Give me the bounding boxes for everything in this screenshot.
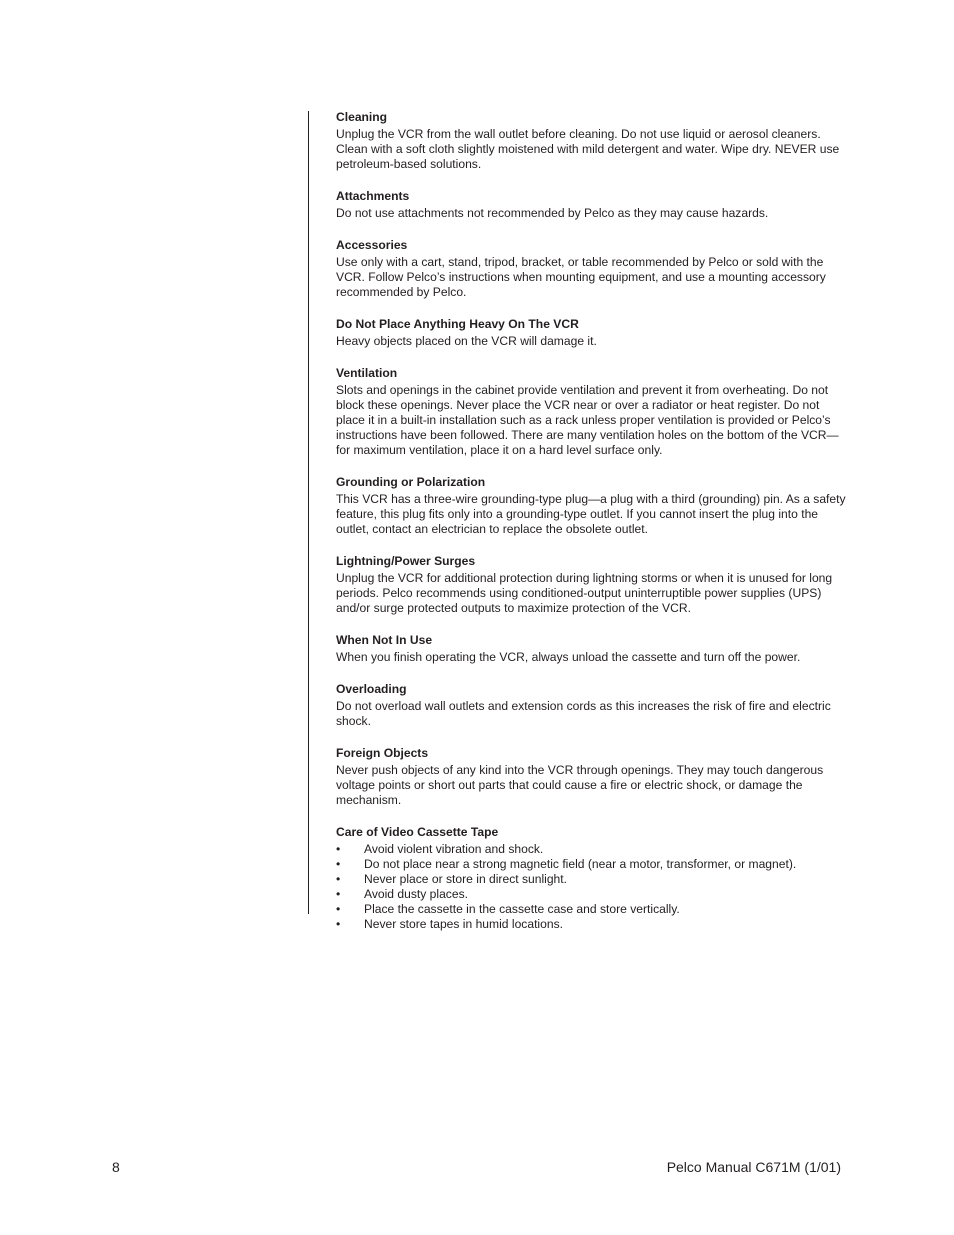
section-cleaning bbox=[336, 110, 848, 172]
list-item bbox=[336, 887, 848, 902]
bullet: • bbox=[336, 857, 341, 871]
safety-content bbox=[336, 110, 848, 949]
section-body: Do not use attachments not recommended by Pelco as they may cause hazards. bbox=[336, 206, 769, 220]
section-ventilation bbox=[336, 366, 848, 458]
bullet: • bbox=[336, 902, 341, 916]
bullet: • bbox=[336, 842, 341, 856]
list-item-text: Do not place near a strong magnetic field (near a motor, transformer, or magnet). bbox=[364, 857, 797, 871]
list-item bbox=[336, 842, 848, 857]
section-foreign-objects bbox=[336, 746, 848, 808]
list-item-text: Never store tapes in humid locations. bbox=[364, 917, 563, 931]
section-heading: Overloading bbox=[336, 682, 407, 696]
section-heading: Lightning/Power Surges bbox=[336, 554, 476, 568]
section-accessories bbox=[336, 238, 848, 300]
section-lightning bbox=[336, 554, 848, 616]
section-not-in-use bbox=[336, 633, 848, 665]
bullet: • bbox=[336, 887, 341, 901]
section-heading: Do Not Place Anything Heavy On The VCR bbox=[336, 317, 579, 331]
section-body: This VCR has a three-wire grounding-type plug—a plug with a third (grounding) pin. As a safety feature, this plug fits only into a grounding-type outlet. If you cannot insert the plug into the outlet, contact an electrician to replace the obsolete outlet. bbox=[336, 492, 846, 536]
section-attachments bbox=[336, 189, 848, 221]
list-item bbox=[336, 917, 848, 932]
list-item bbox=[336, 872, 848, 887]
list-item-text: Place the cassette in the cassette case and store vertically. bbox=[364, 902, 680, 916]
section-body: Heavy objects placed on the VCR will damage it. bbox=[336, 334, 597, 348]
section-heading: Foreign Objects bbox=[336, 746, 429, 760]
list-item-text: Avoid violent vibration and shock. bbox=[364, 842, 544, 856]
section-heading: Care of Video Cassette Tape bbox=[336, 825, 499, 839]
section-body: When you finish operating the VCR, always unload the cassette and turn off the power. bbox=[336, 650, 801, 664]
section-heading: Accessories bbox=[336, 238, 408, 252]
list-item bbox=[336, 857, 848, 872]
bullet: • bbox=[336, 917, 341, 931]
list-item-text: Avoid dusty places. bbox=[364, 887, 468, 901]
manual-reference: Pelco Manual C671M (1/01) bbox=[666, 1159, 841, 1175]
section-body: Never push objects of any kind into the VCR through openings. They may touch dangerous voltage points or short out parts that could cause a fire or electric shock, or damage the mechanism. bbox=[336, 763, 824, 807]
section-body: Unplug the VCR from the wall outlet before cleaning. Do not use liquid or aerosol cleaners. Clean with a soft cloth slightly moistened with mild detergent and water. Wipe dry. NEVER use petroleum-based solutions. bbox=[336, 127, 840, 171]
section-heading: Ventilation bbox=[336, 366, 398, 380]
margin-rule bbox=[308, 111, 309, 914]
bullet: • bbox=[336, 872, 341, 886]
tape-care-list bbox=[336, 842, 848, 932]
section-heading: Cleaning bbox=[336, 110, 388, 124]
section-tape-care bbox=[336, 825, 848, 932]
section-body: Use only with a cart, stand, tripod, bracket, or table recommended by Pelco or sold with the VCR. Follow Pelco’s instructions when mounting equipment, and use a mounting accessory recommended by Pelco. bbox=[336, 255, 826, 299]
section-heavy-objects bbox=[336, 317, 848, 349]
page-number: 8 bbox=[112, 1159, 120, 1175]
section-body: Do not overload wall outlets and extension cords as this increases the risk of fire and electric shock. bbox=[336, 699, 831, 728]
section-heading: Attachments bbox=[336, 189, 410, 203]
section-heading: When Not In Use bbox=[336, 633, 433, 647]
section-grounding bbox=[336, 475, 848, 537]
section-overloading bbox=[336, 682, 848, 729]
section-body: Unplug the VCR for additional protection during lightning storms or when it is unused for long periods. Pelco recommends using conditioned-output uninterruptible power supplies (UPS) and/or surge protected outputs to maximize protection of the VCR. bbox=[336, 571, 833, 615]
section-heading: Grounding or Polarization bbox=[336, 475, 486, 489]
list-item bbox=[336, 902, 848, 917]
section-body: Slots and openings in the cabinet provide ventilation and prevent it from overheating. Do not block these openings. Never place the VCR near or over a radiator or heat register. Do not place it in a built-in installation such as a rack unless proper ventilation is provided or Pelco’s instructions have been followed. There are many ventilation holes on the bottom of the VCR—for maximum ventilation, place it on a hard level surface only. bbox=[336, 383, 839, 457]
list-item-text: Never place or store in direct sunlight. bbox=[364, 872, 568, 886]
